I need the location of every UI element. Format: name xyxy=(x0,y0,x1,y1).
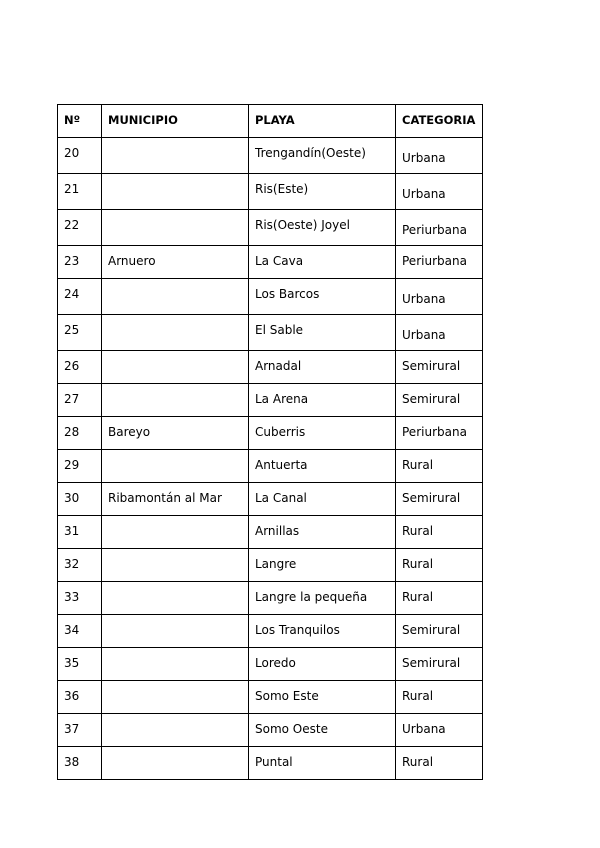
cell-playa: Langre xyxy=(249,549,396,582)
cell-playa: Antuerta xyxy=(249,450,396,483)
cell-categoria: Urbana xyxy=(396,174,483,210)
header-num: Nº xyxy=(58,105,102,138)
cell-categoria: Rural xyxy=(396,450,483,483)
cell-municipio xyxy=(102,279,249,315)
table-row xyxy=(58,279,483,315)
cell-playa: Loredo xyxy=(249,648,396,681)
cell-num: 34 xyxy=(58,615,102,648)
cell-num: 22 xyxy=(58,210,102,246)
cell-municipio xyxy=(102,747,249,780)
cell-playa: Puntal xyxy=(249,747,396,780)
cell-num: 23 xyxy=(58,246,102,279)
cell-playa: Trengandín(Oeste) xyxy=(249,138,396,174)
table-row xyxy=(58,747,483,780)
cell-municipio xyxy=(102,315,249,351)
cell-num: 27 xyxy=(58,384,102,417)
cell-num: 37 xyxy=(58,714,102,747)
table-row xyxy=(58,138,483,174)
table-row xyxy=(58,714,483,747)
cell-categoria: Periurbana xyxy=(396,246,483,279)
header-playa: PLAYA xyxy=(249,105,396,138)
cell-num: 28 xyxy=(58,417,102,450)
cell-categoria: Semirural xyxy=(396,384,483,417)
table-row xyxy=(58,648,483,681)
cell-municipio xyxy=(102,648,249,681)
cell-categoria: Semirural xyxy=(396,483,483,516)
table-row xyxy=(58,549,483,582)
cell-municipio xyxy=(102,174,249,210)
cell-categoria: Periurbana xyxy=(396,417,483,450)
cell-municipio xyxy=(102,516,249,549)
cell-municipio xyxy=(102,210,249,246)
cell-municipio xyxy=(102,615,249,648)
cell-municipio: Bareyo xyxy=(102,417,249,450)
table-row xyxy=(58,516,483,549)
cell-playa: La Arena xyxy=(249,384,396,417)
table-row xyxy=(58,210,483,246)
cell-num: 25 xyxy=(58,315,102,351)
cell-municipio xyxy=(102,138,249,174)
cell-playa: Los Tranquilos xyxy=(249,615,396,648)
cell-municipio xyxy=(102,714,249,747)
cell-categoria: Rural xyxy=(396,582,483,615)
cell-num: 29 xyxy=(58,450,102,483)
cell-playa: Los Barcos xyxy=(249,279,396,315)
table-row xyxy=(58,384,483,417)
table-row xyxy=(58,417,483,450)
cell-num: 21 xyxy=(58,174,102,210)
cell-categoria: Rural xyxy=(396,747,483,780)
cell-playa: Somo Este xyxy=(249,681,396,714)
cell-num: 32 xyxy=(58,549,102,582)
table-row xyxy=(58,351,483,384)
cell-num: 35 xyxy=(58,648,102,681)
table-row xyxy=(58,246,483,279)
cell-municipio xyxy=(102,582,249,615)
table-header-row xyxy=(58,105,483,138)
cell-categoria: Urbana xyxy=(396,714,483,747)
cell-num: 33 xyxy=(58,582,102,615)
table-row xyxy=(58,174,483,210)
cell-municipio xyxy=(102,384,249,417)
table-row xyxy=(58,315,483,351)
cell-municipio xyxy=(102,450,249,483)
cell-categoria: Rural xyxy=(396,549,483,582)
cell-playa: Ris(Este) xyxy=(249,174,396,210)
cell-num: 38 xyxy=(58,747,102,780)
cell-playa: Langre la pequeña xyxy=(249,582,396,615)
cell-categoria: Rural xyxy=(396,516,483,549)
cell-categoria: Urbana xyxy=(396,138,483,174)
cell-playa: La Cava xyxy=(249,246,396,279)
cell-num: 36 xyxy=(58,681,102,714)
table-body xyxy=(58,138,483,780)
cell-categoria: Semirural xyxy=(396,615,483,648)
cell-categoria: Semirural xyxy=(396,351,483,384)
cell-municipio xyxy=(102,549,249,582)
beaches-table xyxy=(57,104,483,780)
cell-playa: La Canal xyxy=(249,483,396,516)
cell-num: 30 xyxy=(58,483,102,516)
table-row xyxy=(58,582,483,615)
cell-playa: Arnillas xyxy=(249,516,396,549)
cell-playa: Arnadal xyxy=(249,351,396,384)
cell-num: 24 xyxy=(58,279,102,315)
table-row xyxy=(58,483,483,516)
cell-playa: Ris(Oeste) Joyel xyxy=(249,210,396,246)
cell-municipio: Ribamontán al Mar xyxy=(102,483,249,516)
cell-categoria: Semirural xyxy=(396,648,483,681)
cell-categoria: Urbana xyxy=(396,279,483,315)
cell-num: 20 xyxy=(58,138,102,174)
cell-categoria: Periurbana xyxy=(396,210,483,246)
cell-categoria: Rural xyxy=(396,681,483,714)
table-row xyxy=(58,681,483,714)
table-row xyxy=(58,615,483,648)
cell-num: 26 xyxy=(58,351,102,384)
cell-municipio xyxy=(102,351,249,384)
cell-playa: Somo Oeste xyxy=(249,714,396,747)
cell-categoria: Urbana xyxy=(396,315,483,351)
header-municipio: MUNICIPIO xyxy=(102,105,249,138)
header-categoria: CATEGORIA xyxy=(396,105,483,138)
cell-playa: El Sable xyxy=(249,315,396,351)
cell-playa: Cuberris xyxy=(249,417,396,450)
table-row xyxy=(58,450,483,483)
cell-municipio: Arnuero xyxy=(102,246,249,279)
cell-num: 31 xyxy=(58,516,102,549)
cell-municipio xyxy=(102,681,249,714)
